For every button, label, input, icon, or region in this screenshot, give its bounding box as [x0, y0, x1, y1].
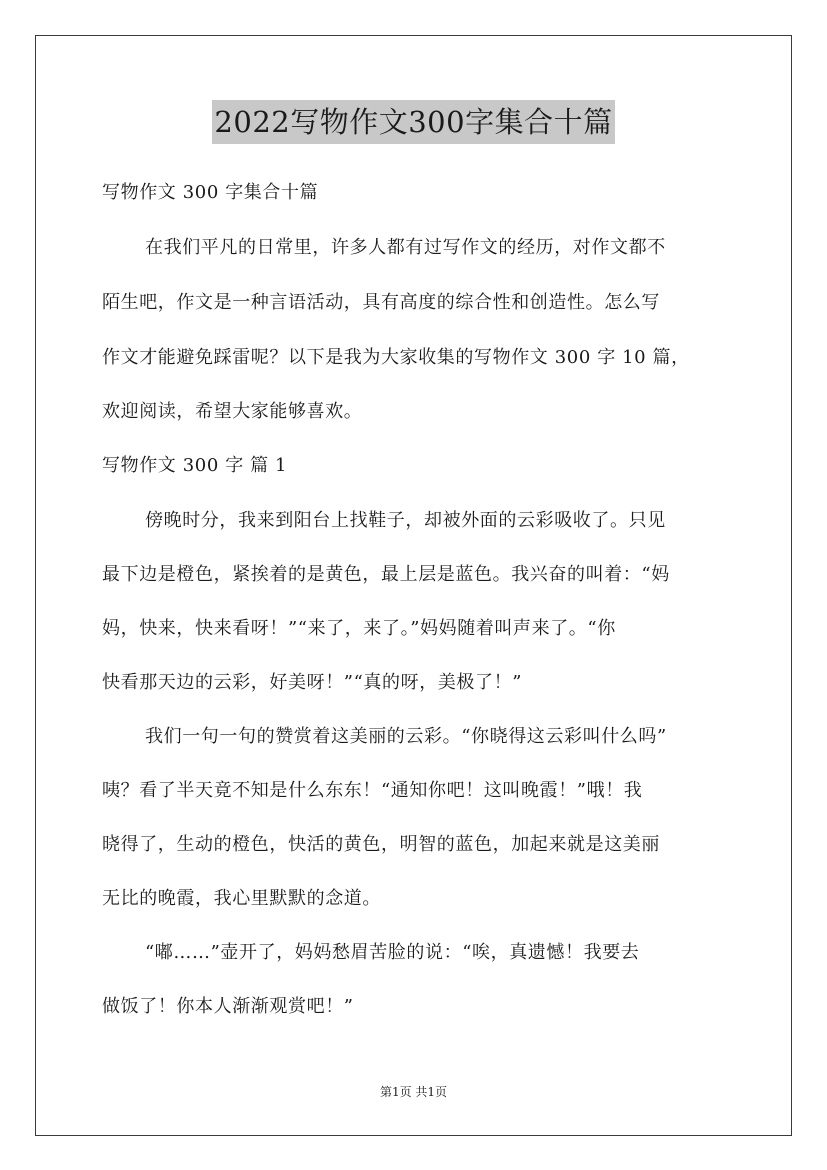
paragraph-line: 无比的晚霞，我心里默默的念道。 [102, 888, 381, 909]
paragraph-line: 欢迎阅读，希望大家能够喜欢。 [102, 401, 363, 422]
title-container [0, 100, 827, 144]
paragraph-line: “嘟……”壶开了，妈妈愁眉苦脸的说：“唉，真遗憾！我要去 [145, 942, 640, 963]
paragraph-line: 做饭了！你本人渐渐观赏吧！” [102, 996, 354, 1017]
paragraph-line: 傍晚时分，我来到阳台上找鞋子，却被外面的云彩吸收了。只见 [145, 510, 666, 531]
paragraph-line: 最下边是橙色，紧挨着的是黄色，最上层是蓝色。我兴奋的叫着：“妈 [102, 564, 670, 585]
paragraph-line: 陌生吧，作文是一种言语活动，具有高度的综合性和创造性。怎么写 [102, 292, 660, 313]
document-title: 2022写物作文300字集合十篇 [212, 100, 614, 144]
paragraph-line: 妈，快来，快来看呀！”“来了，来了。”妈妈随着叫声来了。“你 [102, 618, 616, 639]
paragraph-line: 快看那天边的云彩，好美呀！”“真的呀，美极了！” [102, 672, 523, 693]
paragraph-line: 咦？看了半天竟不知是什么东东！“通知你吧！这叫晚霞！”哦！我 [102, 780, 643, 801]
paragraph-line: 我们一句一句的赞赏着这美丽的云彩。“你晓得这云彩叫什么吗” [145, 726, 667, 747]
paragraph-line: 晓得了，生动的橙色，快活的黄色，明智的蓝色，加起来就是这美丽 [102, 834, 660, 855]
paragraph-line: 在我们平凡的日常里，许多人都有过写作文的经历，对作文都不 [145, 237, 666, 258]
page-number-footer: 第1页 共1页 [379, 1085, 448, 1099]
paragraph-line: 作文才能避免踩雷呢？以下是我为大家收集的写物作文 300 字 10 篇， [102, 347, 690, 368]
section-heading: 写物作文 300 字 篇 1 [102, 455, 288, 476]
subtitle-line: 写物作文 300 字集合十篇 [102, 182, 319, 203]
